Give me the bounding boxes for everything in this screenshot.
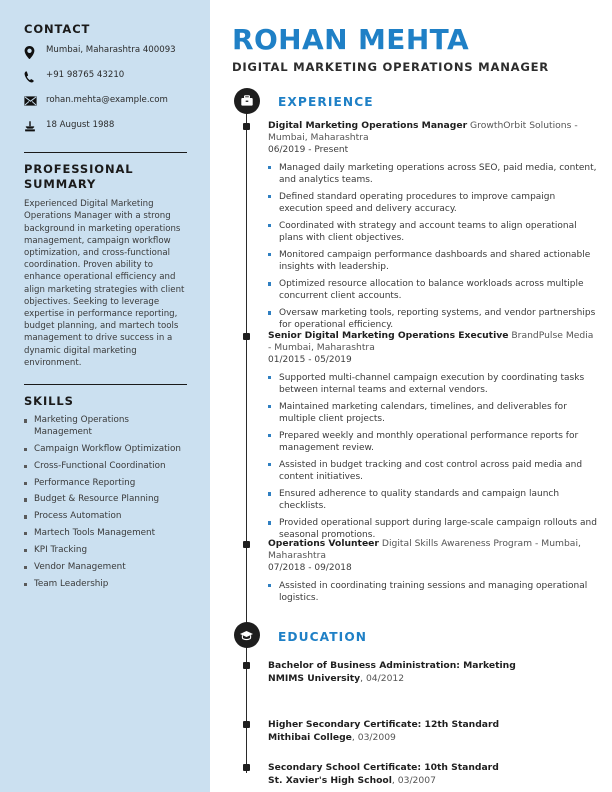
experience-role-line [268, 330, 598, 354]
summary-divider-top [24, 152, 187, 153]
contact-phone-row[interactable] [24, 70, 188, 86]
list-item: Prepared weekly and monthly operational performance reports for management review. [268, 430, 598, 454]
timeline-dot [243, 662, 250, 669]
contact-birthdate-value: 18 August 1988 [46, 120, 115, 131]
summary-text: Experienced Digital Marketing Operations Manager with a strong background in marketing operations management, campaign workflow optimization, and cross-functional coordination. Proven ability to enhance operational efficiency and align marketing strategies with client objectives. Seeking to leverage expertise in performance reporting, budget planning, and martech tools management to drive success in a dynamic digital marketing environment. [24, 199, 185, 368]
list-item: Assisted in coordinating training sessions and managing operational logistics. [268, 580, 598, 604]
experience-org: GrowthOrbit Solutions - Mumbai, Maharashtra [268, 120, 578, 144]
education-date: , 03/2007 [391, 774, 436, 786]
list-item: KPI Tracking [24, 545, 188, 556]
timeline-dot [243, 123, 250, 130]
contact-phone-value: +91 98765 43210 [46, 70, 125, 81]
timeline-dot [243, 764, 250, 771]
list-item: Marketing Operations Management [24, 415, 188, 438]
list-item: Budget & Resource Planning [24, 494, 188, 505]
list-item: Vendor Management [24, 562, 188, 573]
education-degree-line [268, 762, 598, 775]
phone-icon [24, 70, 44, 86]
education-entry [268, 719, 598, 745]
experience-bullet-list [268, 580, 598, 604]
contact-email-row[interactable] [24, 95, 188, 111]
experience-role-line [268, 120, 598, 144]
list-item: Oversaw marketing tools, reporting systems, and vendor partnerships for operational efficiency. [268, 307, 598, 331]
list-item: Assisted in budget tracking and cost control across paid media and content initiatives. [268, 459, 598, 483]
education-degree-line [268, 719, 598, 732]
experience-role: Digital Marketing Operations Manager [268, 120, 468, 131]
education-school-line [268, 673, 598, 686]
contact-heading: CONTACT [24, 22, 91, 36]
list-item: Monitored campaign performance dashboards and shared actionable insights with leadership. [268, 249, 598, 273]
list-item: Defined standard operating procedures to improve campaign execution speed and delivery accuracy. [268, 191, 598, 215]
contact-section [24, 22, 188, 136]
job-subtitle: DIGITAL MARKETING OPERATIONS MANAGER [232, 60, 549, 74]
list-item: Provided operational support during large-scale campaign rollouts and seasonal promotions. [268, 517, 598, 541]
list-item: Martech Tools Management [24, 528, 188, 539]
list-item: Campaign Workflow Optimization [24, 444, 188, 455]
list-item: Ensured adherence to quality standards and campaign launch checklists. [268, 488, 598, 512]
list-item: Supported multi-channel campaign execution by coordinating tasks between internal teams and external vendors. [268, 372, 598, 396]
skills-list [24, 415, 188, 590]
education-school: Mithibai College [268, 731, 352, 743]
skills-divider-top [24, 384, 187, 385]
graduation-cap-icon [234, 622, 260, 648]
briefcase-icon [234, 88, 260, 114]
main-content [210, 0, 612, 792]
education-degree: Bachelor of Business Administration: Marketing [268, 660, 516, 671]
list-item: Process Automation [24, 511, 188, 522]
list-item: Coordinated with strategy and account teams to align operational plans with client objectives. [268, 220, 598, 244]
experience-dates: 07/2018 - 09/2018 [268, 563, 352, 574]
contact-address-value: Mumbai, Maharashtra 400093 [46, 45, 176, 56]
envelope-icon [24, 95, 44, 111]
timeline-dot [243, 721, 250, 728]
contact-list [24, 45, 188, 136]
experience-role: Operations Volunteer [268, 538, 379, 549]
education-entry [268, 762, 598, 788]
timeline-spine [246, 96, 247, 773]
list-item: Cross-Functional Coordination [24, 461, 188, 472]
experience-role: Senior Digital Marketing Operations Executive [268, 330, 509, 341]
section-heading-education: EDUCATION [278, 630, 368, 644]
timeline-dot [243, 333, 250, 340]
map-pin-icon [24, 45, 44, 61]
education-degree: Higher Secondary Certificate: 12th Standard [268, 719, 500, 730]
list-item: Maintained marketing calendars, timelines, and deliverables for multiple client projects. [268, 401, 598, 425]
education-school-line [268, 775, 598, 788]
contact-email-value: rohan.mehta@example.com [46, 95, 168, 106]
education-entry [268, 660, 598, 686]
list-item: Optimized resource allocation to balance workloads across multiple concurrent client accounts. [268, 278, 598, 302]
education-degree-line [268, 660, 598, 673]
experience-dates: 01/2015 - 05/2019 [268, 355, 352, 366]
experience-bullet-list [268, 162, 598, 332]
list-item: Performance Reporting [24, 478, 188, 489]
experience-org: Digital Skills Awareness Program - Mumbai, Maharashtra [268, 538, 581, 562]
education-degree: Secondary School Certificate: 10th Standard [268, 762, 499, 773]
page-title: ROHAN MEHTA [232, 23, 470, 56]
list-item: Managed daily marketing operations across SEO, paid media, content, and analytics teams. [268, 162, 598, 186]
education-school: St. Xavier's High School [268, 774, 392, 786]
summary-section [24, 152, 188, 369]
timeline-dot [243, 541, 250, 548]
experience-entry [268, 120, 598, 336]
contact-birthdate-row[interactable] [24, 120, 188, 136]
experience-entry [268, 330, 598, 546]
experience-entry [268, 538, 598, 609]
education-date: , 03/2009 [351, 731, 396, 743]
experience-role-line [268, 538, 598, 562]
experience-org: BrandPulse Media - Mumbai, Maharashtra [268, 330, 594, 354]
education-school-line [268, 732, 598, 745]
skills-heading: SKILLS [24, 393, 74, 408]
summary-heading: PROFESSIONAL SUMMARY [24, 162, 134, 191]
section-heading-experience: EXPERIENCE [278, 95, 374, 109]
list-item: Team Leadership [24, 579, 188, 590]
birthday-icon [24, 120, 44, 136]
sidebar [0, 0, 210, 792]
contact-address-row[interactable] [24, 45, 188, 61]
skills-section [24, 384, 188, 591]
education-date: , 04/2012 [360, 672, 405, 684]
experience-bullet-list [268, 372, 598, 542]
education-school: NMIMS University [268, 672, 361, 684]
experience-dates: 06/2019 - Present [268, 145, 349, 156]
